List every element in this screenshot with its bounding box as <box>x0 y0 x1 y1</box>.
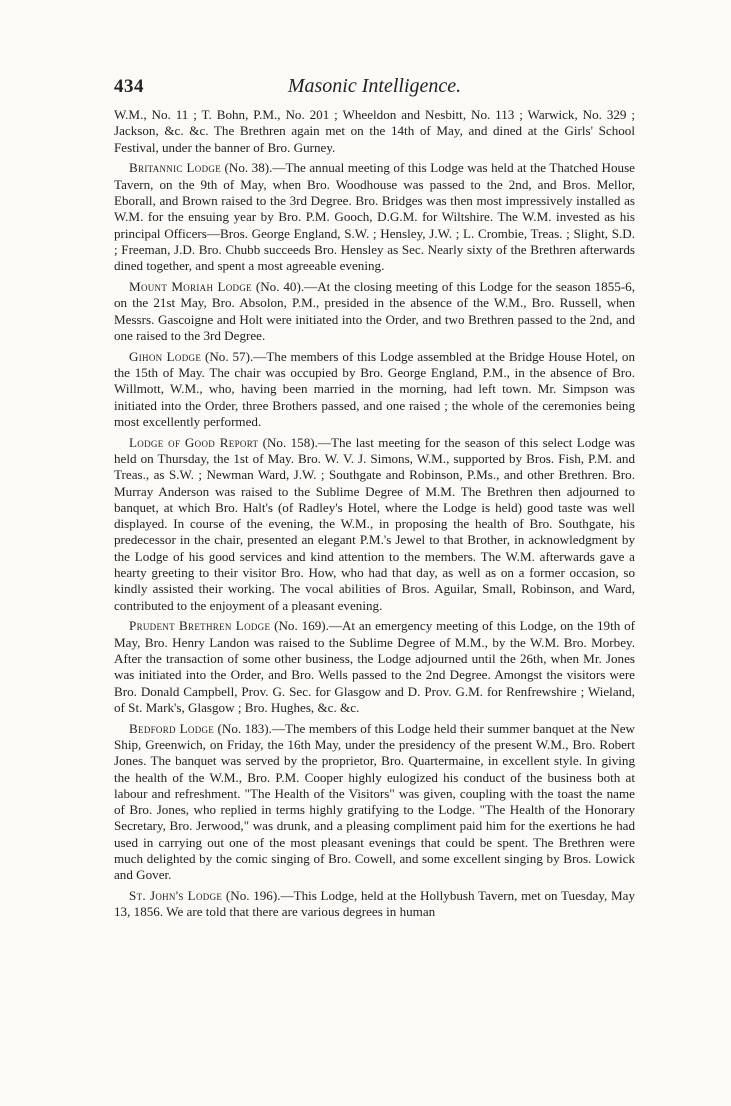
lodge-name: St. John's Lodge <box>129 888 223 904</box>
paragraph-text: (No. 183).—The members of this Lodge held their summer banquet at the New Ship, Greenwich, on Friday, the 16th May, under the presidency of the present W.M., Bro. Robert Jones. The banquet was served by the proprietor, Bro. Quartermaine, in excellent style. In giving the health of the W.M., Bro. P.M. Cooper highly eulogized his conduct of the business both at labour and refreshment. "The Health of the Visitors" was given, coupling with the toast the name of Bro. Jones, who replied in terms highly gratifying to the Lodge. "The Health of the Honorary Secretary, Bro. Jerwood," was drunk, and a pleasing compliment paid him for the exertions he had used in carrying out one of the most pleasant evenings that could be spent. The Brethren were much delighted by the comic singing of Bro. Cowell, and some excellent singing by Bros. Lowick and Gover. <box>114 720 636 883</box>
paragraph-text: (No. 40).—At the closing meeting of this Lodge for the season 1855-6, on the 21st May, Bro. Absolon, P.M., presided in the absence of the W.M., Bro. Russell, when Messrs. Gascoigne and Holt were initiated into the Order, and two Brethren passed to the 2nd, and one raised to the 3rd Degree. <box>114 278 635 343</box>
paragraph-continuation <box>114 107 635 156</box>
paragraph-mount-moriah-lodge <box>114 279 635 344</box>
article-body <box>114 107 635 921</box>
paragraph-text: W.M., No. 11 ; T. Bohn, P.M., No. 201 ; Wheeldon and Nesbitt, No. 113 ; Warwick, No. 329 ; Jackson, &c. &c. The Brethren again met on the 14th of May, and dined at the Girls' School Festival, under the banner of Bro. Gurney. <box>114 107 635 155</box>
paragraph-bedford-lodge <box>114 721 635 884</box>
paragraph-text: (No. 169).—At an emergency meeting of this Lodge, on the 19th of May, Bro. Henry Landon was raised to the Sublime Degree of M.M., by the W.M. Bro. Morbey. After the transaction of some other business, the Lodge adjourned until the 26th, when Mr. Jones was initiated into the Order, and Bro. Wells passed to the 2nd Degree. Amongst the visitors were Bro. Donald Campbell, Prov. G. Sec. for Glasgow and D. Prov. G.M. for Renfrewshire ; Wieland, of St. Mark's, Glasgow ; Bro. Hughes, &c. &c. <box>114 618 635 715</box>
paragraph-gihon-lodge <box>114 349 635 430</box>
paragraph-text: (No. 57).—The members of this Lodge assembled at the Bridge House Hotel, on the 15th of May. The chair was occupied by Bro. George England, P.M., in the absence of Bro. Willmott, W.M., who, having been married in the morning, had left town. Mr. Simpson was initiated into the Order, three Brothers passed, and one raised ; the whole of the ceremonies being most excellently performed. <box>114 348 635 429</box>
paragraph-text: (No. 158).—The last meeting for the season of this select Lodge was held on Thursday, the 1st of May. Bro. W. V. J. Simons, W.M., supported by Bros. Fish, P.M. and Treas., as S.W. ; Newman Ward, J.W. ; Southgate and Robinson, P.Ms., and other Brethren. Bro. Murray Anderson was raised to the Sublime Degree of M.M. The Brethren then adjourned to banquet, at which Bro. Halt's (of Radley's Hotel, where the Lodge is held) good taste was well displayed. In course of the evening, the W.M., in proposing the health of Bro. Southgate, his predecessor in the chair, presented an elegant P.M.'s Jewel to that Brother, in acknowledgment by the Lodge of his good services and kind attention to the members. The W.M. afterwards gave a hearty greeting to their visitor Bro. How, who had that day, as well as on a former occasion, so kindly assisted their working. The vocal abilities of Bros. Aguilar, Small, Robinson, and Ward, contributed to the enjoyment of a pleasant evening. <box>114 434 635 613</box>
lodge-name: Mount Moriah Lodge <box>129 278 252 294</box>
paragraph-text: (No. 196).—This Lodge, held at the Hollybush Tavern, met on Tuesday, May 13, 1856. We are told that there are various degrees in human <box>114 888 635 920</box>
paragraph-text: (No. 38).—The annual meeting of this Lodge was held at the Thatched House Tavern, on the 9th of May, when Bro. Woodhouse was passed to the 2nd, and Bros. Mellor, Eborall, and Brown raised to the 3rd Degree. Bro. Bridges was then most impressively installed as W.M. for the ensuing year by Bro. P.M. Gooch, D.G.M. for Wiltshire. The W.M. invested as his principal Officers—Bros. George England, S.W. ; Hensley, J.W. ; L. Crombie, Treas. ; Slight, S.D. ; Freeman, J.D. Bro. Chubb succeeds Bro. Hensley as Sec. Nearly sixty of the Brethren afterwards dined together, and spent a most agreeable evening. <box>114 160 635 274</box>
lodge-name: Britannic Lodge <box>129 160 222 176</box>
page-number: 434 <box>114 76 144 97</box>
paragraph-britannic-lodge <box>114 160 635 274</box>
lodge-name: Bedford Lodge <box>129 720 215 736</box>
lodge-name: Prudent Brethren Lodge <box>129 618 271 634</box>
page-header <box>114 76 635 102</box>
paragraph-st-johns-lodge <box>114 888 635 921</box>
lodge-name: Gihon Lodge <box>129 348 202 364</box>
lodge-name: Lodge of Good Report <box>129 434 259 450</box>
running-title: Masonic Intelligence. <box>287 75 462 97</box>
paragraph-lodge-of-good-report <box>114 435 635 614</box>
paragraph-prudent-brethren-lodge <box>114 618 635 716</box>
